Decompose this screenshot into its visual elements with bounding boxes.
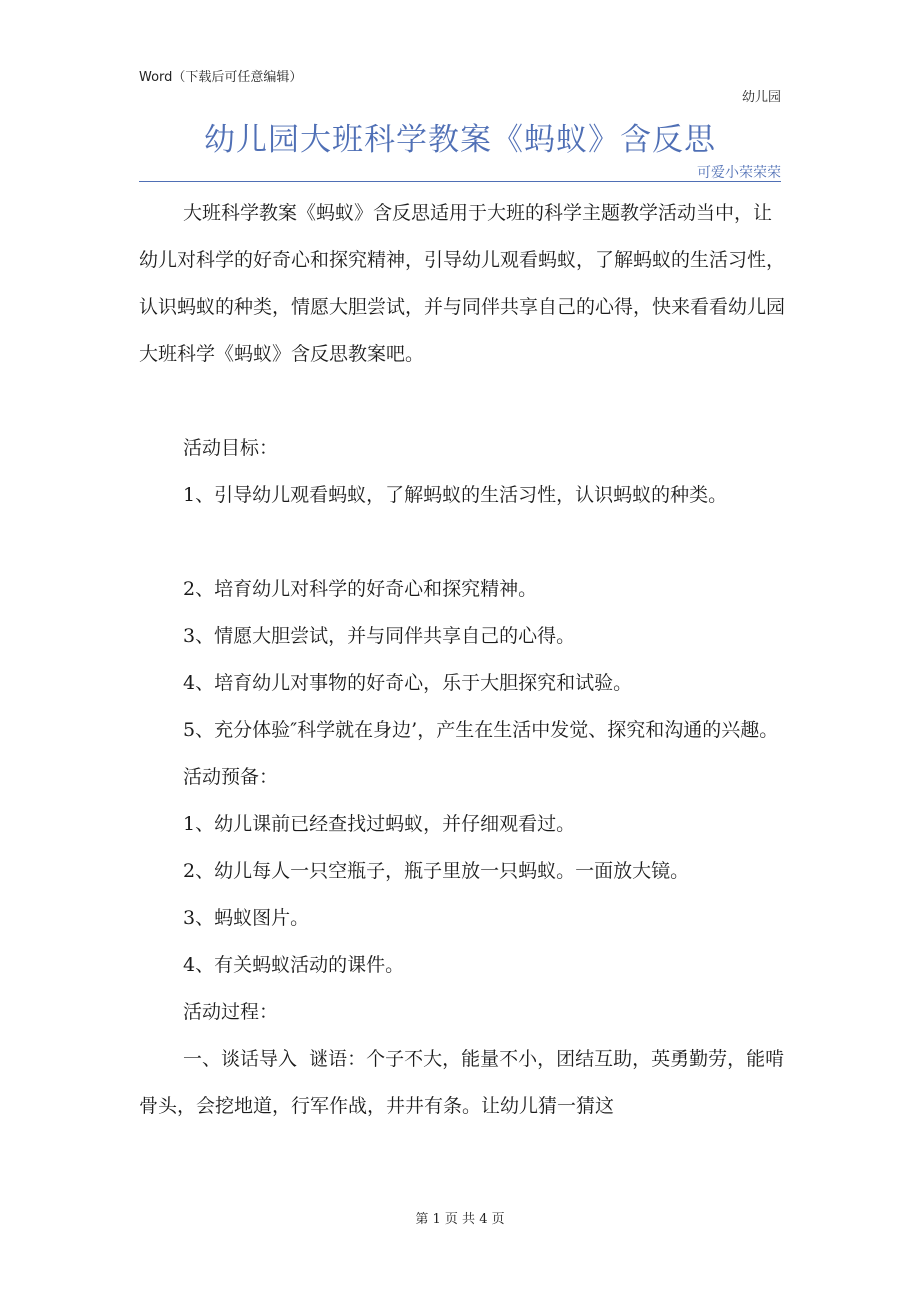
preparation-item: 4、有关蚂蚁活动的课件。 [183, 954, 405, 976]
blank-line [139, 519, 785, 566]
blank-line [139, 378, 785, 425]
download-note: Word（下载后可任意编辑） [139, 70, 303, 85]
document-body [139, 190, 785, 1130]
document-title: 幼儿园大班科学教案《蚂蚁》含反思 [204, 122, 716, 158]
header-category: 幼儿园 [741, 90, 781, 105]
preparation-item: 1、幼儿课前已经查找过蚂蚁，并仔细观看过。 [183, 813, 576, 835]
author-label: 可爱小荣荣荣 [697, 165, 781, 181]
header-divider [139, 181, 781, 182]
preparation-item: 3、蚂蚁图片。 [183, 907, 310, 929]
section-heading-process: 活动过程： [183, 1001, 279, 1023]
preparation-item: 2、幼儿每人一只空瓶子，瓶子里放一只蚂蚁。一面放大镜。 [183, 860, 690, 882]
section-heading-goals: 活动目标： [183, 437, 279, 459]
goal-item: 1、引导幼儿观看蚂蚁，了解蚂蚁的生活习性，认识蚂蚁的种类。 [183, 484, 728, 506]
page-footer: 第 1 页 共 4 页 [415, 1212, 505, 1227]
process-paragraph: 一、谈话导入 谜语：个子不大，能量不小，团结互助，英勇勤劳，能啃骨头，会挖地道，行军作战，井井有条。让幼儿猜一猜这 [139, 1048, 785, 1117]
goal-item: 3、情愿大胆尝试，并与同伴共享自己的心得。 [183, 625, 576, 647]
goal-item: 2、培育幼儿对科学的好奇心和探究精神。 [183, 578, 538, 600]
intro-paragraph: 大班科学教案《蚂蚁》含反思适用于大班的科学主题教学活动当中，让幼儿对科学的好奇心和探究精神，引导幼儿观看蚂蚁，了解蚂蚁的生活习性，认识蚂蚁的种类，情愿大胆尝试，并与同伴共享自己的心得，快来看看幼儿园大班科学《蚂蚁》含反思教案吧。 [139, 202, 786, 365]
goal-item: 5、充分体验″科学就在身边’，产生在生活中发觉、探究和沟通的兴趣。 [183, 719, 779, 741]
goal-item: 4、培育幼儿对事物的好奇心，乐于大胆探究和试验。 [183, 672, 633, 694]
section-heading-preparation: 活动预备： [183, 766, 279, 788]
